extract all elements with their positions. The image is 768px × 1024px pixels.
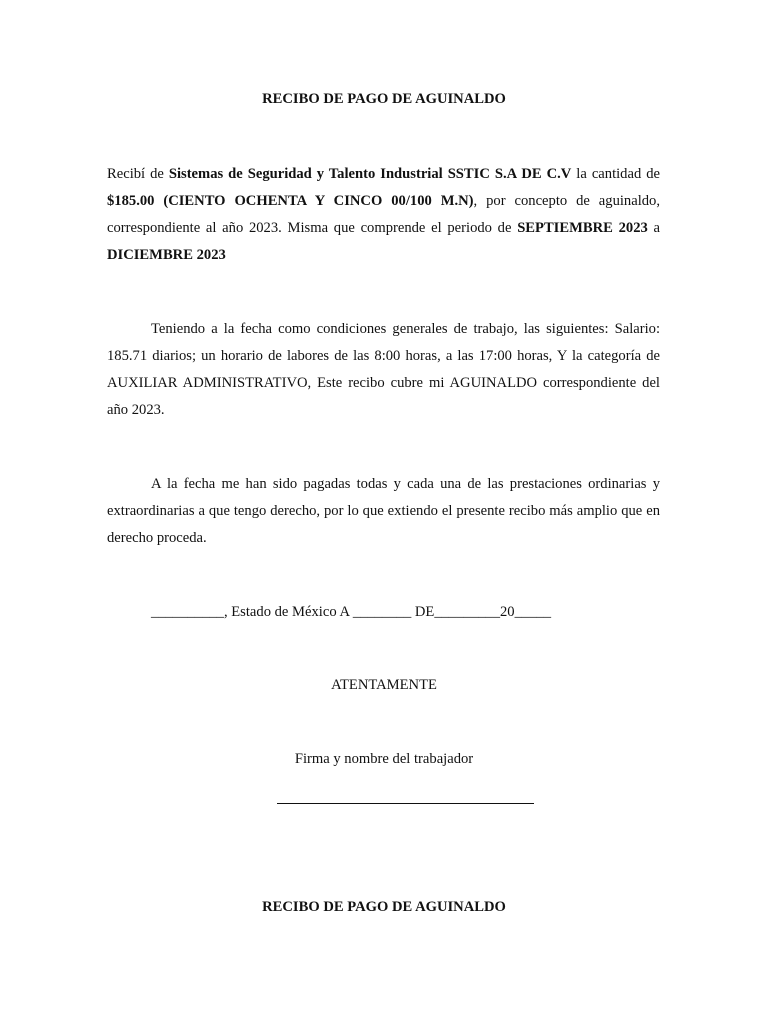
signature-line — [277, 803, 534, 804]
text-received-from: Recibí de — [107, 166, 169, 182]
closing-text: ATENTAMENTE — [331, 677, 437, 693]
receipt-title: RECIBO DE PAGO DE AGUINALDO — [262, 91, 506, 107]
receipt-paragraph-benefits: A la fecha me han sido pagadas todas y cada una de las prestaciones ordinarias y extraordinarias a que tengo derecho, por lo que extiendo el presente recibo más amplio que en derecho proceda. — [107, 476, 660, 546]
text-concept: , por concepto de aguinaldo, correspondiente al año 2023. Misma que comprende el periodo de — [107, 193, 661, 236]
amount: $185.00 (CIENTO OCHENTA Y CINCO 00/100 M.N) — [107, 193, 474, 209]
second-receipt-title: RECIBO DE PAGO DE AGUINALDO — [262, 899, 506, 915]
text-amount-of: la cantidad de — [571, 166, 661, 182]
signature-label: Firma y nombre del trabajador — [294, 751, 474, 767]
period-end: DICIEMBRE 2023 — [107, 247, 226, 263]
company-name: Sistemas de Seguridad y Talento Industrial SSTIC S.A DE C.V — [168, 166, 572, 182]
receipt-paragraph-amount — [107, 161, 660, 269]
receipt-paragraph-conditions: Teniendo a la fecha como condiciones generales de trabajo, las siguientes: Salario: 185.71 diarios; un horario de labores de las 8:00 horas, a las 17:00 horas, Y la categoría de AUXILIAR ADMINISTRATIVO, Este recibo cubre mi AGUINALDO correspondiente del año 2023. — [107, 321, 660, 418]
text-to: a — [647, 220, 660, 236]
date-place-line: __________, Estado de México A ________ DE_________20_____ — [151, 604, 552, 620]
period-start: SEPTIEMBRE 2023 — [517, 220, 648, 236]
